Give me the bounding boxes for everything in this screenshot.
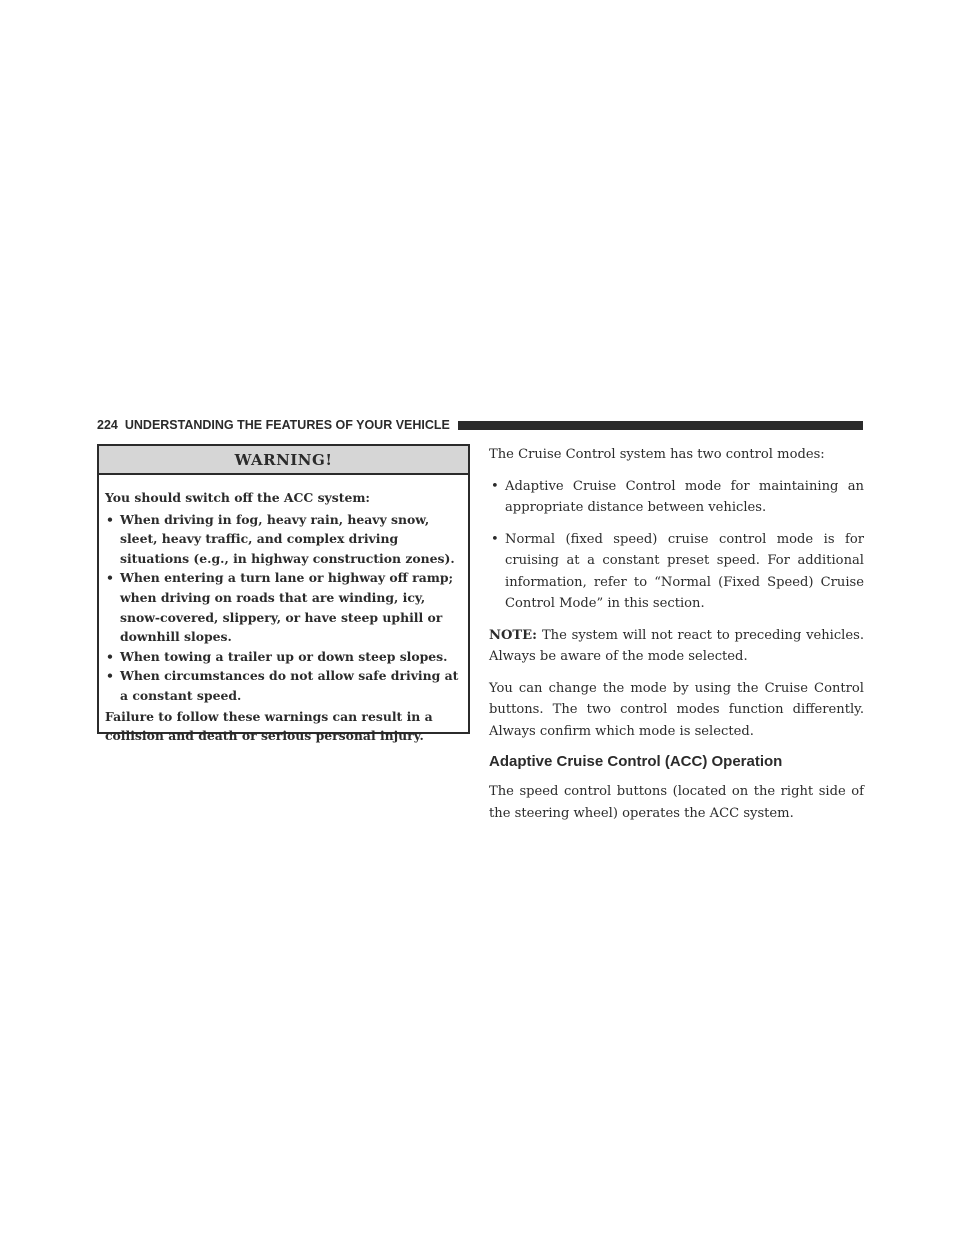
warning-item: • When circumstances do not allow safe driving at a constant speed. (106, 668, 459, 703)
bullet-icon: • (491, 478, 499, 494)
bullet-icon: • (106, 570, 114, 586)
bullet-icon: • (106, 648, 114, 664)
modes-intro: The Cruise Control system has two control modes: (489, 447, 825, 462)
warning-box (97, 444, 470, 744)
bullet-icon: • (106, 511, 114, 527)
note-text: The system will not react to preceding vehicles. Always be aware of the mode selected. (489, 627, 864, 664)
bullet-icon: • (491, 531, 499, 547)
acc-operation-heading: Adaptive Cruise Control (ACC) Operation (489, 753, 783, 770)
warning-footer: Failure to follow these warnings can result in a collision and death or serious personal injury. (105, 708, 433, 744)
mode-item: • Normal (fixed speed) cruise control mode is for cruising at a constant preset speed. For additional information, refer to “Normal (Fixed Speed) Cruise Control Mode” in this section. (489, 529, 864, 615)
note-paragraph (489, 625, 864, 668)
header-rule (458, 421, 863, 430)
modes-list (489, 476, 864, 615)
main-text-column (489, 444, 864, 834)
warning-intro: You should switch off the ACC system: (105, 490, 371, 505)
bullet-icon: • (106, 668, 114, 684)
section-title: UNDERSTANDING THE FEATURES OF YOUR VEHICLE (124, 418, 450, 432)
warning-item: • When entering a turn lane or highway off ramp; when driving on roads that are winding, icy, snow-covered, slippery, or have steep uphill or downhill slopes. (106, 570, 454, 645)
warning-title: WARNING! (99, 446, 468, 475)
note-label: NOTE: (489, 627, 537, 643)
page-header (97, 417, 863, 433)
warning-item: • When driving in fog, heavy rain, heavy snow, sleet, heavy traffic, and complex driving situations (e.g., in highway construction zones). (106, 511, 455, 566)
acc-operation-text: The speed control buttons (located on the right side of the steering wheel) operates the ACC system. (489, 784, 864, 821)
warning-list (105, 510, 462, 706)
mode-change-paragraph: You can change the mode by using the Cruise Control buttons. The two control modes function differently. Always confirm which mode is selected. (489, 680, 864, 739)
warning-item: • When towing a trailer up or down steep slopes. (105, 647, 462, 667)
warning-body (99, 475, 468, 746)
page-number: 224 (97, 418, 118, 432)
mode-item: • Adaptive Cruise Control mode for maintaining an appropriate distance between vehicles. (489, 476, 864, 519)
